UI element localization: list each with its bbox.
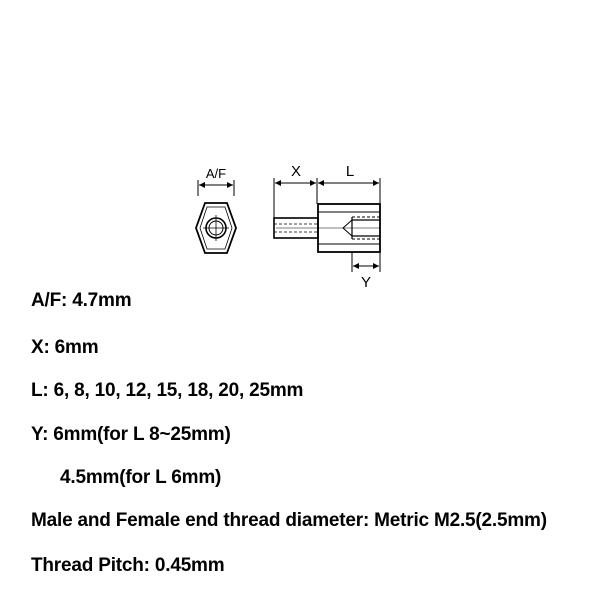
thread-pitch-spec: Thread Pitch: 0.45mm: [31, 555, 225, 576]
y-label: Y: [360, 274, 372, 291]
x-label: X: [290, 163, 302, 180]
l-label: L: [345, 163, 355, 180]
l-spec: L: 6, 8, 10, 12, 15, 18, 20, 25mm: [31, 380, 304, 401]
thread-diameter-spec: Male and Female end thread diameter: Metric M2.5(2.5mm): [31, 510, 547, 531]
x-spec: X: 6mm: [31, 337, 99, 358]
af-label: A/F: [205, 166, 227, 181]
hex-end-view: [196, 180, 236, 253]
side-view: [274, 178, 380, 272]
af-spec: A/F: 4.7mm: [31, 290, 132, 311]
y-spec-alt: 4.5mm(for L 6mm): [60, 467, 222, 488]
y-spec: Y: 6mm(for L 8~25mm): [31, 424, 231, 445]
